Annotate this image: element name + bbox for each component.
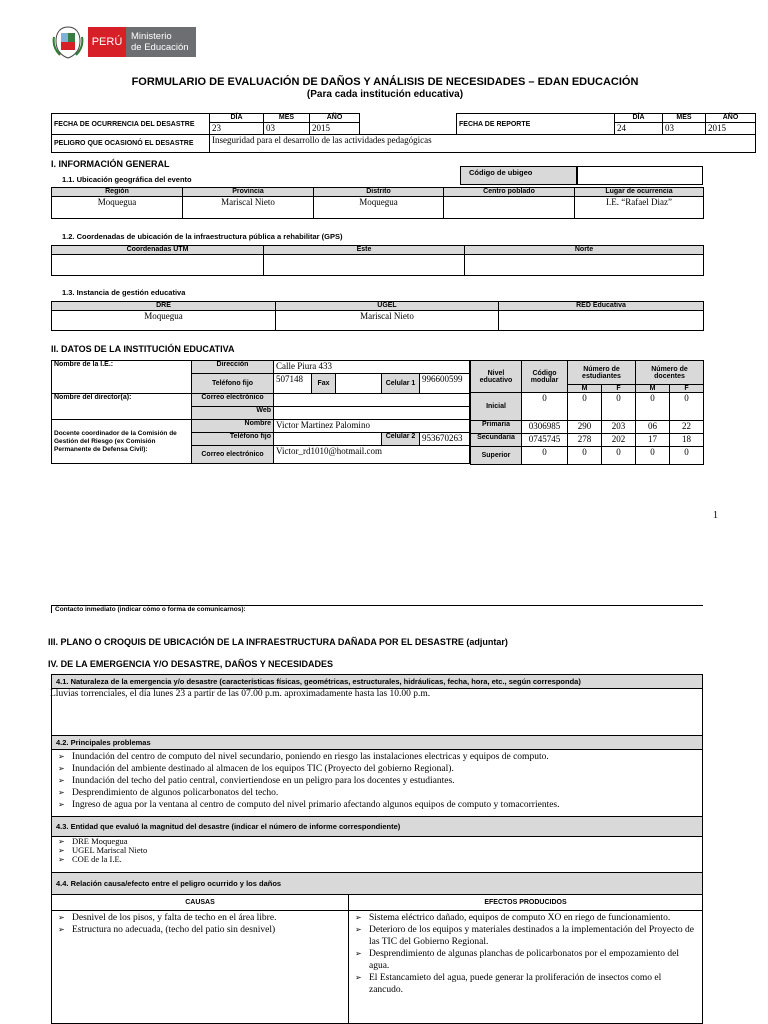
causas-column xyxy=(52,911,349,1024)
doc-m-inicial[interactable]: 0 xyxy=(636,393,670,421)
codigo-primaria[interactable]: 0306985 xyxy=(522,421,568,434)
s43-box xyxy=(51,817,703,873)
telefono-fijo2-value[interactable] xyxy=(274,433,382,446)
efectos-label: EFECTOS PRODUCIDOS xyxy=(484,899,567,906)
contacto-tick xyxy=(51,605,52,613)
est-f-label: F xyxy=(602,385,636,393)
est-f-secundaria[interactable]: 202 xyxy=(602,434,636,447)
efecto-item: ➢ El Estancamieto del agua, puede generar la proliferación de insectos como el zancudo. xyxy=(349,972,696,996)
coord-norte[interactable] xyxy=(465,255,704,276)
inst-dre[interactable]: Moquegua xyxy=(52,311,276,331)
correo-label: Correo electrónico xyxy=(192,394,274,407)
sec3-title: III. PLANO O CROQUIS DE UBICACIÓN DE LA INFRAESTRUCTURA DAÑADA POR EL DESASTRE (adjuntar) xyxy=(48,637,508,647)
s44-title: 4.4. Relación causa/efecto entre el peligro ocurrido y los daños xyxy=(52,873,702,895)
est-m-primaria[interactable]: 290 xyxy=(568,421,602,434)
codigo-secundaria[interactable]: 0745745 xyxy=(522,434,568,447)
nombre-ie-label: Nombre de la I.E.: xyxy=(52,361,192,394)
doc-m-superior[interactable]: 0 xyxy=(636,447,670,465)
s13-title: 1.3. Instancia de gestión educativa xyxy=(62,288,186,297)
reporte-dia[interactable]: 24 xyxy=(615,123,663,135)
spacer xyxy=(360,114,457,135)
efecto-item: ➢ Deterioro de los equipos y materiales destinados a la implementación del Proyecto de las TIC del Gobierno Regional. xyxy=(349,924,696,948)
doc-m-primaria[interactable]: 06 xyxy=(636,421,670,434)
celular2-value[interactable]: 953670263 xyxy=(420,433,470,446)
fecha-reporte-label: FECHA DE REPORTE xyxy=(457,114,615,135)
reporte-anio[interactable]: 2015 xyxy=(706,123,756,135)
codigo-superior[interactable]: 0 xyxy=(522,447,568,465)
num-estudiantes-label: Número de estudiantes xyxy=(568,361,636,385)
celular1-value[interactable]: 996600599 xyxy=(420,374,470,394)
anio-label: AÑO xyxy=(310,114,360,123)
reporte-anio-label: AÑO xyxy=(706,114,756,123)
web-value[interactable] xyxy=(274,407,470,420)
codigo-modular-label: Código modular xyxy=(522,361,568,393)
geo-lugar[interactable]: I.E. “Rafael Diaz” xyxy=(575,197,704,219)
logo xyxy=(52,25,202,59)
s43-list xyxy=(52,837,702,864)
efectos-list xyxy=(349,912,696,996)
s12-title: 1.2. Coordenadas de ubicación de la infraestructura pública a rehabilitar (GPS) xyxy=(62,232,343,241)
causa-efecto-body xyxy=(52,911,702,1024)
est-m-label: M xyxy=(568,385,602,393)
causa-efecto-header xyxy=(52,895,702,911)
instancia-table xyxy=(51,301,704,331)
ministry-box xyxy=(126,27,196,57)
est-m-superior[interactable]: 0 xyxy=(568,447,602,465)
nivel-label: Nivel educativo xyxy=(471,361,522,393)
dia-label: DÍA xyxy=(210,114,264,123)
coord-utm[interactable] xyxy=(52,255,264,276)
docente-nombre[interactable]: Victor Martinez Palomino xyxy=(274,420,470,433)
fecha-ocurrencia-label: FECHA DE OCURRENCIA DEL DESASTRE xyxy=(52,114,210,135)
est-f-primaria[interactable]: 203 xyxy=(602,421,636,434)
geo-header-lugar: Lugar de ocurrencia xyxy=(575,188,704,197)
s43-title: 4.3. Entidad que evaluó la magnitud del desastre (indicar el número de informe correspondiente) xyxy=(52,817,702,837)
telefono-fijo-label: Teléfono fijo xyxy=(192,374,274,394)
num-docentes-label: Número de docentes xyxy=(636,361,704,385)
codigo-inicial[interactable]: 0 xyxy=(522,393,568,421)
reporte-mes[interactable]: 03 xyxy=(663,123,706,135)
est-m-secundaria[interactable]: 278 xyxy=(568,434,602,447)
est-f-inicial[interactable]: 0 xyxy=(602,393,636,421)
geo-header-centro: Centro poblado xyxy=(444,188,575,197)
inst-header-dre: DRE xyxy=(52,302,276,311)
doc-f-secundaria[interactable]: 18 xyxy=(670,434,704,447)
est-m-inicial[interactable]: 0 xyxy=(568,393,602,421)
efecto-item: ➢ Sistema eléctrico dañado, equipos de computo XO en riego de funcionamiento. xyxy=(349,912,696,924)
telefono-fijo-value[interactable]: 507148 xyxy=(274,374,312,394)
coord-header-utm: Coordenadas UTM xyxy=(52,246,264,255)
direccion-value[interactable]: Calle Piura 433 xyxy=(274,361,470,374)
s44-box xyxy=(51,873,703,1024)
doc-f-superior[interactable]: 0 xyxy=(670,447,704,465)
peligro-value[interactable]: Inseguridad para el desarrollo de las actividades pedagógicas xyxy=(210,135,756,153)
doc-f-inicial[interactable]: 0 xyxy=(670,393,704,421)
doc-f-primaria[interactable]: 22 xyxy=(670,421,704,434)
coord-table xyxy=(51,245,704,276)
ocurrencia-mes[interactable]: 03 xyxy=(264,123,310,135)
codigo-ubigeo-label: Código de ubigeo xyxy=(460,166,577,185)
celular2-label: Celular 2 xyxy=(382,433,420,446)
geo-header-distrito: Distrito xyxy=(314,188,444,197)
geo-distrito[interactable]: Moquegua xyxy=(314,197,444,219)
nivel-inicial: Inicial xyxy=(471,393,522,421)
ocurrencia-dia[interactable]: 23 xyxy=(210,123,264,135)
inst-header-red: RED Educativa xyxy=(499,302,704,311)
nivel-primaria: Primaria xyxy=(471,421,522,434)
efecto-item: ➢ Desprendimiento de algunas planchas de policarbonatos por el empozamiento del agua. xyxy=(349,948,696,972)
contacto-label: Contacto inmediato (indicar cómo o forma de comunicarnos): xyxy=(55,606,246,613)
coord-este[interactable] xyxy=(264,255,465,276)
s43-item: ➢ DRE Moquegua xyxy=(52,837,702,846)
reporte-mes-label: MES xyxy=(663,114,706,123)
efectos-column xyxy=(349,911,702,1024)
s42-item: ➢ Inundación del ambiente destinado al almacen de los equipos TIC (Proyecto del gobierno Regional). xyxy=(52,763,702,775)
geo-table xyxy=(51,187,704,219)
s42-item: ➢ Inundación del techo del patio central, conviertiendose en un peligro para los docentes y estudiantes. xyxy=(52,775,702,787)
mes-label: MES xyxy=(264,114,310,123)
s41-title: 4.1. Naturaleza de la emergencia y/o desastre (características físicas, geométricas, estructurales, hidráulicas, fecha, hora, etc., según corresponda) xyxy=(52,675,702,689)
fax-label: Fax xyxy=(312,374,336,394)
causas-label: CAUSAS xyxy=(52,895,349,910)
nombre-director-label: Nombre del director(a): xyxy=(52,394,192,420)
correo-value[interactable] xyxy=(274,394,470,407)
inst-header-ugel: UGEL xyxy=(276,302,499,311)
page-number: 1 xyxy=(713,510,718,521)
s43-item: ➢ UGEL Mariscal Nieto xyxy=(52,846,702,855)
nombre-label: Nombre xyxy=(192,420,274,433)
inst-red[interactable] xyxy=(499,311,704,331)
correo2-value[interactable]: Victor_rd1010@hotmail.com xyxy=(274,446,470,464)
docente-coordinador-label: Docente coordinador de la Comisión de Gestión del Riesgo (ex Comisión Permanente de Defensa Civil): xyxy=(52,420,192,464)
correo2-label: Correo electrónico xyxy=(192,446,274,464)
nivel-secundaria: Secundaria xyxy=(471,434,522,447)
s41-box xyxy=(51,674,703,736)
inst-ugel[interactable]: Mariscal Nieto xyxy=(276,311,499,331)
geo-header-region: Región xyxy=(52,188,183,197)
s42-list xyxy=(52,751,702,811)
ministry-line-1: Ministerio xyxy=(131,31,172,42)
causa-item: ➢ Estructura no adecuada, (techo del patio sin desnivel) xyxy=(52,924,348,936)
s42-box xyxy=(51,736,703,817)
s41-text[interactable]: Lluvias torrenciales, el día lunes 23 a partir de las 07.00 p.m. aproximadamente hasta las 10.00 p.m. xyxy=(50,689,431,699)
s42-item: ➢ Ingreso de agua por la ventana al centro de computo del nivel primario afectando algunos equipos de computo y tomacorrientes. xyxy=(52,799,702,811)
doc-m-label: M xyxy=(636,385,670,393)
reporte-dia-label: DÍA xyxy=(615,114,663,123)
coord-header-norte: Norte xyxy=(465,246,704,255)
ministry-line-2: de Educación xyxy=(131,42,189,53)
ie-data-table xyxy=(51,360,470,464)
form-subtitle: (Para cada institución educativa) xyxy=(306,89,464,100)
sec4-title: IV. DE LA EMERGENCIA Y/O DESASTRE, DAÑOS Y NECESIDADES xyxy=(48,659,334,669)
geo-centro[interactable] xyxy=(444,197,575,219)
geo-region[interactable]: Moquegua xyxy=(52,197,183,219)
telefono-fijo2-label: Teléfono fijo xyxy=(192,433,274,446)
sec1-title: I. INFORMACIÓN GENERAL xyxy=(51,159,170,169)
peligro-label: PELIGRO QUE OCASIONÓ EL DESASTRE xyxy=(52,135,210,153)
geo-provincia[interactable]: Mariscal Nieto xyxy=(183,197,314,219)
fax-value[interactable] xyxy=(336,374,382,394)
s42-item: ➢ Inundación del centro de computo del nivel secundario, poniendo en riesgo las instalaciones electricas y equipos de computo. xyxy=(52,751,702,763)
est-f-superior[interactable]: 0 xyxy=(602,447,636,465)
direccion-label: Dirección xyxy=(192,361,274,374)
form-title: FORMULARIO DE EVALUACIÓN DE DAÑOS Y ANÁLISIS DE NECESIDADES – EDAN EDUCACIÓN xyxy=(131,76,639,88)
causas-list xyxy=(52,912,348,936)
s42-item: ➢ Desprendimiento de algunos policarbonatos del techo. xyxy=(52,787,702,799)
nivel-superior: Superior xyxy=(471,447,522,465)
celular1-label: Celular 1 xyxy=(382,374,420,394)
s43-item: ➢ COE de la I.E. xyxy=(52,855,702,864)
s42-title: 4.2. Principales problemas xyxy=(52,736,702,750)
doc-m-secundaria[interactable]: 17 xyxy=(636,434,670,447)
geo-header-provincia: Provincia xyxy=(183,188,314,197)
sec2-title: II. DATOS DE LA INSTITUCIÓN EDUCATIVA xyxy=(51,344,235,354)
peru-box: PERÚ xyxy=(88,27,126,57)
peru-coat-of-arms-icon xyxy=(52,25,84,59)
niveles-table xyxy=(470,360,704,465)
header-dates-table xyxy=(51,113,756,153)
coord-header-este: Este xyxy=(264,246,465,255)
ocurrencia-anio[interactable]: 2015 xyxy=(310,123,360,135)
s11-title: 1.1. Ubicación geográfica del evento xyxy=(62,175,192,184)
doc-f-label: F xyxy=(670,385,704,393)
causa-item: ➢ Desnivel de los pisos, y falta de techo en el área libre. xyxy=(52,912,348,924)
codigo-ubigeo-input[interactable] xyxy=(577,166,703,185)
web-label: Web xyxy=(192,407,274,420)
